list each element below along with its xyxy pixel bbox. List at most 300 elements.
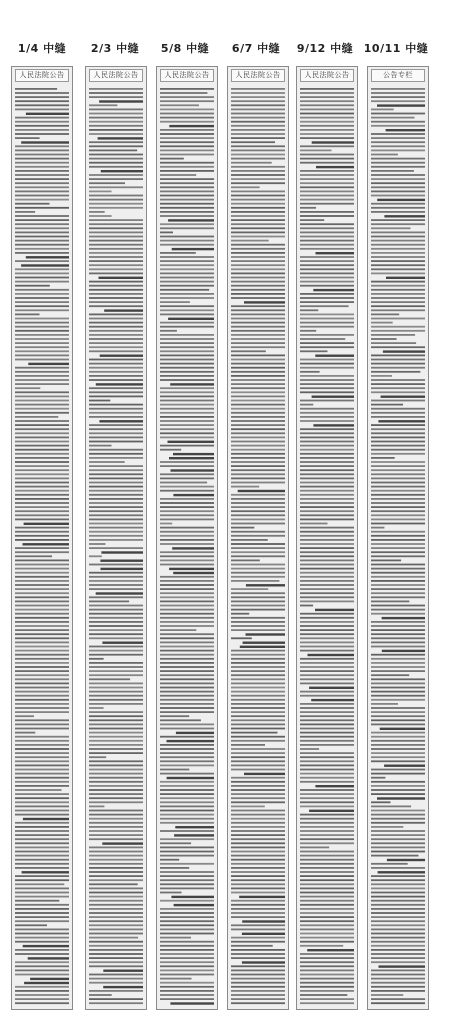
body-text-line <box>89 617 143 619</box>
body-text-line <box>89 748 143 750</box>
body-text-line <box>371 576 425 578</box>
body-text-line <box>300 117 354 119</box>
body-text-line <box>89 424 143 426</box>
body-text-line <box>160 769 189 771</box>
body-text-line <box>231 707 285 709</box>
body-text-line <box>231 338 285 340</box>
body-text-line <box>231 248 285 250</box>
notice-heading-line <box>23 543 70 545</box>
body-text-line <box>231 506 285 508</box>
body-text-line <box>15 929 69 931</box>
notice-heading-line <box>170 1002 214 1004</box>
body-text-line <box>160 133 214 135</box>
body-text-line <box>160 961 214 963</box>
body-text-line <box>89 145 143 147</box>
body-text-line <box>371 494 425 496</box>
body-text-line <box>89 982 143 984</box>
body-text-line <box>231 789 285 791</box>
body-text-line <box>15 215 69 217</box>
body-text-line <box>160 141 214 143</box>
body-text-line <box>300 104 354 106</box>
column-body-text <box>15 86 69 1006</box>
body-text-line <box>160 293 214 295</box>
notice-heading-line <box>169 568 214 570</box>
body-text-line <box>231 109 285 111</box>
body-text-line <box>89 359 143 361</box>
body-text-line <box>371 100 425 102</box>
body-text-line <box>231 740 285 742</box>
body-text-line <box>89 523 143 525</box>
body-text-line <box>160 830 214 832</box>
body-text-line <box>231 617 285 619</box>
body-text-line <box>371 904 425 906</box>
body-text-line <box>300 178 354 180</box>
body-text-line <box>15 186 69 188</box>
body-text-line <box>231 145 285 147</box>
body-text-line <box>300 830 354 832</box>
body-text-line <box>371 592 425 594</box>
column-body-text <box>89 86 143 1006</box>
body-text-line <box>371 412 425 414</box>
body-text-line <box>89 797 143 799</box>
body-text-line <box>300 441 354 443</box>
notice-heading-line <box>23 945 69 947</box>
body-text-line <box>15 293 69 295</box>
body-text-line <box>371 519 425 521</box>
body-text-line <box>300 760 354 762</box>
body-text-line <box>371 473 425 475</box>
body-text-line <box>160 195 214 197</box>
body-text-line <box>371 482 425 484</box>
body-text-line <box>15 494 69 496</box>
body-text-line <box>89 96 143 98</box>
body-text-line <box>371 752 425 754</box>
body-text-line <box>15 117 69 119</box>
notice-heading-line <box>99 277 144 279</box>
body-text-line <box>300 736 354 738</box>
body-text-line <box>231 937 285 939</box>
body-text-line <box>300 740 354 742</box>
body-text-line <box>15 699 69 701</box>
body-text-line <box>89 453 143 455</box>
notice-heading-line <box>243 642 285 644</box>
body-text-line <box>231 986 285 988</box>
body-text-line <box>89 740 143 742</box>
body-text-line <box>371 404 403 406</box>
body-text-line <box>15 109 69 111</box>
body-text-line <box>15 859 69 861</box>
body-text-line <box>300 711 354 713</box>
body-text-line <box>300 133 354 135</box>
body-text-line <box>300 658 354 660</box>
body-text-line <box>89 305 143 307</box>
body-text-line <box>15 715 34 717</box>
body-text-line <box>300 748 319 750</box>
body-text-line <box>231 281 285 283</box>
body-text-line <box>160 461 214 463</box>
notice-heading-line <box>316 166 354 168</box>
body-text-line <box>15 826 69 828</box>
body-text-line <box>231 826 285 828</box>
body-text-line <box>231 236 285 238</box>
body-text-line <box>15 506 69 508</box>
body-text-line <box>300 990 354 992</box>
body-text-line <box>15 933 69 935</box>
body-text-line <box>160 342 214 344</box>
body-text-line <box>371 551 425 553</box>
body-text-line <box>300 674 354 676</box>
body-text-line <box>231 543 285 545</box>
body-text-line <box>89 478 143 480</box>
body-text-line <box>160 875 214 877</box>
body-text-line <box>160 580 214 582</box>
body-text-line <box>371 141 425 143</box>
body-text-line <box>15 457 69 459</box>
body-text-line <box>300 601 354 603</box>
body-text-line <box>89 822 143 824</box>
body-text-line <box>89 888 143 890</box>
body-text-line <box>371 416 425 418</box>
body-text-line <box>300 765 354 767</box>
body-text-line <box>89 777 143 779</box>
notice-heading-line <box>96 592 143 594</box>
body-text-line <box>371 461 425 463</box>
body-text-line <box>160 912 214 914</box>
notice-heading-line <box>240 646 285 648</box>
notice-heading-line <box>22 871 69 873</box>
body-text-line <box>300 912 354 914</box>
body-text-line <box>160 543 214 545</box>
body-text-line <box>15 92 69 94</box>
body-text-line <box>371 445 425 447</box>
body-text-line <box>160 924 214 926</box>
body-text-line <box>231 186 260 188</box>
body-text-line <box>160 178 214 180</box>
body-text-line <box>160 990 214 992</box>
body-text-line <box>160 428 214 430</box>
body-text-line <box>300 506 354 508</box>
body-text-line <box>231 801 285 803</box>
body-text-line <box>300 633 354 635</box>
body-text-line <box>231 851 285 853</box>
body-text-line <box>300 432 354 434</box>
body-text-line <box>160 920 214 922</box>
body-text-line <box>300 670 354 672</box>
body-text-line <box>15 305 69 307</box>
body-text-line <box>231 182 285 184</box>
body-text-line <box>15 408 69 410</box>
body-text-line <box>300 96 354 98</box>
body-text-line <box>371 240 425 242</box>
body-text-line <box>371 166 425 168</box>
body-text-line <box>231 527 254 529</box>
body-text-line <box>160 88 214 90</box>
body-text-line <box>371 953 425 955</box>
body-text-line <box>231 174 285 176</box>
body-text-line <box>231 547 285 549</box>
body-text-line <box>160 260 214 262</box>
notice-heading-line <box>311 699 354 701</box>
body-text-line <box>300 859 354 861</box>
body-text-line <box>231 982 285 984</box>
body-text-line <box>300 527 354 529</box>
body-text-line <box>89 662 143 664</box>
body-text-line <box>371 756 425 758</box>
body-text-line <box>160 305 214 307</box>
body-text-line <box>89 830 143 832</box>
body-text-line <box>89 773 143 775</box>
body-text-line <box>89 346 143 348</box>
notice-heading-line <box>246 633 286 635</box>
body-text-line <box>15 170 69 172</box>
body-text-line <box>160 445 214 447</box>
body-text-line <box>15 420 69 422</box>
body-text-line <box>300 301 354 303</box>
body-text-line <box>231 781 285 783</box>
body-text-line <box>231 178 285 180</box>
body-text-line <box>160 404 214 406</box>
body-text-line <box>160 838 214 840</box>
column-body-text <box>371 86 425 1006</box>
body-text-line <box>15 289 69 291</box>
body-text-line <box>371 309 425 311</box>
body-text-line <box>15 527 69 529</box>
notice-heading-line <box>315 355 354 357</box>
body-text-line <box>15 691 69 693</box>
body-text-line <box>15 396 69 398</box>
body-text-line <box>15 400 69 402</box>
body-text-line <box>371 223 425 225</box>
body-text-line <box>231 322 285 324</box>
body-text-line <box>371 338 397 340</box>
body-text-line <box>231 601 285 603</box>
body-text-line <box>15 986 69 988</box>
body-text-line <box>160 523 172 525</box>
body-text-line <box>160 625 214 627</box>
body-text-line <box>89 851 143 853</box>
body-text-line <box>89 437 143 439</box>
body-text-line <box>231 814 285 816</box>
body-text-line <box>89 133 143 135</box>
body-text-line <box>15 355 69 357</box>
body-text-line <box>371 186 425 188</box>
body-text-line <box>89 162 143 164</box>
body-text-line <box>300 920 354 922</box>
body-text-line <box>231 256 285 258</box>
body-text-line <box>371 609 425 611</box>
body-text-line <box>15 232 69 234</box>
body-text-line <box>231 900 285 902</box>
body-text-line <box>160 863 214 865</box>
body-text-line <box>15 765 69 767</box>
notice-heading-line <box>377 104 425 106</box>
body-text-line <box>371 929 425 931</box>
notice-heading-line <box>100 560 143 562</box>
body-text-line <box>15 150 69 152</box>
body-text-line <box>231 342 285 344</box>
body-text-line <box>15 810 69 812</box>
body-text-line <box>371 88 425 90</box>
body-text-line <box>89 199 143 201</box>
body-text-line <box>15 855 69 857</box>
body-text-line <box>15 863 69 865</box>
notice-heading-line <box>171 469 215 471</box>
body-text-line <box>15 367 69 369</box>
body-text-line <box>300 305 349 307</box>
body-text-line <box>160 465 214 467</box>
body-text-line <box>231 100 285 102</box>
body-text-line <box>15 441 69 443</box>
body-text-line <box>15 580 69 582</box>
body-text-line <box>15 342 69 344</box>
body-text-line <box>231 437 285 439</box>
notice-heading-line <box>28 363 69 365</box>
body-text-line <box>371 637 425 639</box>
body-text-line <box>371 523 425 525</box>
body-text-line <box>231 945 273 947</box>
body-text-line <box>15 359 69 361</box>
body-text-line <box>371 945 425 947</box>
body-text-line <box>371 847 425 849</box>
body-text-line <box>300 732 354 734</box>
body-text-line <box>160 162 214 164</box>
body-text-line <box>15 724 69 726</box>
body-text-line <box>231 715 285 717</box>
body-text-line <box>15 777 69 779</box>
body-text-line <box>300 904 354 906</box>
body-text-line <box>371 978 425 980</box>
body-text-line <box>15 687 69 689</box>
body-text-line <box>89 543 106 545</box>
body-text-line <box>231 637 252 639</box>
body-text-line <box>371 498 425 500</box>
notice-heading-line <box>174 834 214 836</box>
body-text-line <box>15 842 69 844</box>
body-text-line <box>15 551 69 553</box>
body-text-line <box>231 268 285 270</box>
body-text-line <box>15 814 69 816</box>
body-text-line <box>160 359 214 361</box>
body-text-line <box>160 215 214 217</box>
body-text-line <box>89 391 143 393</box>
body-text-line <box>300 371 320 373</box>
body-text-line <box>160 129 214 131</box>
body-text-line <box>89 330 143 332</box>
body-text-line <box>15 851 69 853</box>
body-text-line <box>300 437 354 439</box>
body-text-line <box>15 166 69 168</box>
body-text-line <box>371 842 425 844</box>
body-text-line <box>300 314 354 316</box>
body-text-line <box>231 412 285 414</box>
body-text-line <box>231 396 285 398</box>
body-text-line <box>160 539 214 541</box>
body-text-line <box>371 486 425 488</box>
body-text-line <box>160 642 214 644</box>
body-text-line <box>300 137 354 139</box>
body-text-line <box>371 601 409 603</box>
body-text-line <box>300 974 354 976</box>
body-text-line <box>160 268 214 270</box>
body-text-line <box>15 953 69 955</box>
body-text-line <box>15 658 69 660</box>
body-text-line <box>231 125 285 127</box>
body-text-line <box>89 232 143 234</box>
body-text-line <box>231 473 285 475</box>
body-text-line <box>15 277 69 279</box>
body-text-line <box>231 154 285 156</box>
body-text-line <box>371 514 425 516</box>
body-text-line <box>300 240 354 242</box>
body-text-line <box>371 748 425 750</box>
body-text-line <box>89 535 143 537</box>
notice-heading-line <box>244 773 285 775</box>
body-text-line <box>89 949 143 951</box>
body-text-line <box>15 666 69 668</box>
body-text-line <box>15 330 69 332</box>
body-text-line <box>160 605 214 607</box>
body-text-line <box>371 724 425 726</box>
notice-heading-line <box>171 896 214 898</box>
body-text-line <box>160 621 214 623</box>
body-text-line <box>300 359 354 361</box>
body-text-line <box>89 129 143 131</box>
body-text-line <box>160 724 214 726</box>
body-text-line <box>371 674 409 676</box>
body-text-line <box>89 596 143 598</box>
body-text-line <box>231 728 285 730</box>
body-text-line <box>89 338 143 340</box>
body-text-line <box>371 875 425 877</box>
body-text-line <box>371 502 425 504</box>
body-text-line <box>89 92 143 94</box>
body-text-line <box>160 154 214 156</box>
body-text-line <box>300 564 354 566</box>
body-text-line <box>300 285 354 287</box>
column-title: 人民法院公告 <box>300 69 354 82</box>
body-text-line <box>160 859 179 861</box>
body-text-line <box>371 826 403 828</box>
body-text-line <box>300 523 328 525</box>
body-text-line <box>89 498 143 500</box>
body-text-line <box>15 883 64 885</box>
body-text-line <box>160 535 214 537</box>
body-text-line <box>160 510 214 512</box>
body-text-line <box>371 646 425 648</box>
body-text-line <box>15 285 50 287</box>
body-text-line <box>231 326 285 328</box>
body-text-line <box>300 256 354 258</box>
body-text-line <box>160 908 214 910</box>
body-text-line <box>371 400 425 402</box>
body-text-line <box>160 982 214 984</box>
body-text-line <box>371 974 425 976</box>
body-text-line <box>371 605 425 607</box>
body-text-line <box>371 814 425 816</box>
body-text-line <box>89 322 143 324</box>
body-text-line <box>300 150 332 152</box>
body-text-line <box>231 711 285 713</box>
body-text-line <box>160 883 214 885</box>
body-text-line <box>160 236 214 238</box>
body-text-line <box>231 162 272 164</box>
body-text-line <box>231 461 285 463</box>
notice-heading-line <box>316 252 355 254</box>
body-text-line <box>15 740 69 742</box>
body-text-line <box>89 273 143 275</box>
body-text-line <box>89 900 143 902</box>
body-text-line <box>15 625 69 627</box>
